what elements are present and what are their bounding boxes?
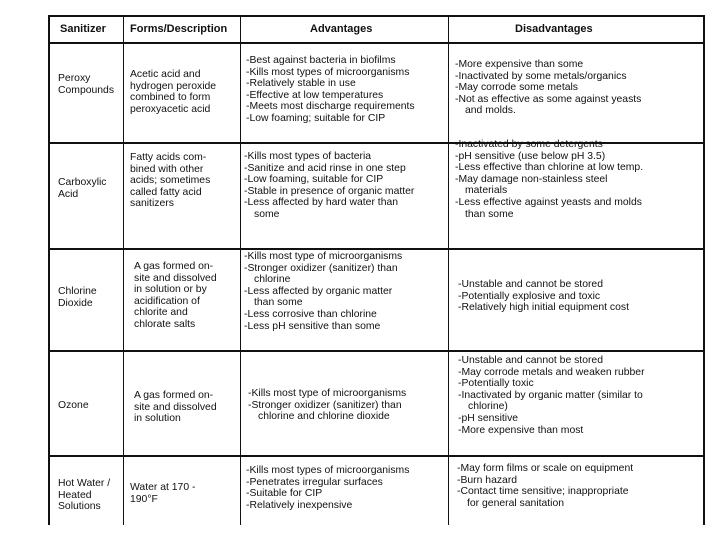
forms-line: combined to form	[130, 92, 211, 104]
forms-line: in solution	[134, 413, 181, 425]
row-chlorine-dioxide-disadvantages	[458, 279, 629, 314]
advantage-line: -Less corrosive than chlorine	[244, 308, 377, 320]
row-ozone-forms	[134, 390, 217, 425]
forms-line: Fatty acids com-	[130, 152, 207, 163]
disadvantage-line: -Inactivated by some metals/organics	[455, 70, 627, 82]
header-forms: Forms/Description	[130, 23, 228, 35]
forms-line: site and dissolved	[134, 401, 217, 413]
advantage-line: -Low foaming; suitable for CIP	[246, 112, 386, 124]
row-carboxylic-advantages	[244, 151, 414, 221]
column-divider	[448, 15, 449, 525]
forms-line: A gas formed on-	[134, 390, 214, 401]
row-hot-water-disadvantages	[457, 463, 633, 509]
forms-line: acids; sometimes	[130, 175, 211, 187]
forms-line: called fatty acid	[130, 186, 202, 198]
disadvantage-line: -Less effective against yeasts and molds	[455, 196, 642, 208]
row-peroxy-forms	[130, 69, 216, 115]
forms-line: peroxyacetic acid	[130, 103, 211, 115]
column-divider	[123, 15, 124, 525]
advantage-line: -Relatively stable in use	[246, 78, 356, 90]
forms-line: site and dissolved	[134, 272, 217, 284]
table-rule	[50, 350, 703, 352]
header-sanitizer: Sanitizer	[60, 23, 106, 35]
disadvantage-line: -More expensive than some	[455, 59, 584, 70]
forms-line: Water at 170 -	[130, 482, 196, 493]
disadvantage-line: -May corrode metals and weaken rubber	[458, 366, 645, 378]
disadvantage-line: -Not as effective as some against yeasts	[455, 93, 642, 105]
disadvantage-line: -pH sensitive (use below pH 3.5)	[455, 150, 606, 162]
advantage-line: -Kills most type of microorganisms	[244, 251, 403, 262]
sanitizer-line: Carboxylic	[58, 177, 107, 188]
advantage-line: -Meets most discharge requirements	[246, 101, 415, 113]
disadvantage-line: -May damage non-stainless steel	[455, 173, 608, 185]
advantage-line: -Kills most types of microorganisms	[246, 465, 410, 476]
advantage-line: -Kills most types of bacteria	[244, 151, 372, 162]
row-carboxylic-forms	[130, 152, 210, 210]
row-hot-water-advantages	[246, 465, 409, 511]
disadvantage-line: -Less effective than chlorine at low temp.	[455, 162, 644, 174]
row-ozone-disadvantages	[458, 355, 645, 436]
sanitizer-line: Solutions	[58, 501, 101, 513]
disadvantage-line: for general sanitation	[467, 497, 565, 509]
sanitizer-line: Chlorine	[58, 286, 97, 297]
advantage-line: -Kills most types of microorganisms	[246, 66, 410, 78]
disadvantage-line: materials	[465, 185, 508, 197]
row-chlorine-dioxide-sanitizer	[58, 286, 97, 309]
row-carboxylic-sanitizer	[58, 177, 107, 200]
table-rule	[50, 15, 703, 17]
advantage-line: -Sanitize and acid rinse in one step	[244, 162, 406, 174]
row-carboxylic-disadvantages	[455, 139, 643, 220]
disadvantage-line: -Potentially toxic	[458, 378, 534, 390]
forms-line: hydrogen peroxide	[130, 80, 217, 92]
row-peroxy-sanitizer	[58, 73, 114, 96]
row-ozone-sanitizer	[58, 400, 89, 412]
advantage-line: chlorine	[254, 274, 291, 286]
sanitizer-line: Heated	[58, 489, 92, 501]
forms-line: Acetic acid and	[130, 69, 201, 80]
advantage-line: -Relatively inexpensive	[246, 499, 353, 511]
disadvantage-line: -Unstable and cannot be stored	[458, 279, 603, 290]
disadvantage-line: -Contact time sensitive; inappropriate	[457, 486, 629, 498]
advantage-line: -Stable in presence of organic matter	[244, 185, 415, 197]
advantage-line: some	[254, 208, 280, 220]
disadvantage-line: -Unstable and cannot be stored	[458, 355, 603, 366]
sanitizer-line: Hot Water /	[58, 478, 111, 489]
sanitizer-line: Peroxy	[58, 73, 91, 84]
row-peroxy-advantages	[246, 55, 415, 125]
row-chlorine-dioxide-forms	[134, 261, 217, 331]
sanitizer-line: Acid	[58, 188, 79, 200]
row-ozone-advantages	[248, 388, 406, 423]
table-rule	[50, 455, 703, 457]
advantage-line: -Effective at low temperatures	[246, 89, 384, 101]
row-hot-water-forms	[130, 482, 195, 505]
sanitizer-line: Compounds	[58, 84, 115, 96]
disadvantage-line: -Burn hazard	[457, 474, 518, 486]
forms-line: A gas formed on-	[134, 261, 214, 272]
disadvantage-line: -Potentially explosive and toxic	[458, 290, 601, 302]
sanitizer-comparison-table	[48, 15, 705, 525]
disadvantage-line: and molds.	[465, 105, 516, 117]
disadvantage-line: -May form films or scale on equipment	[457, 463, 634, 474]
table-rule	[50, 248, 703, 250]
advantage-line: -Kills most type of microorganisms	[248, 388, 407, 399]
disadvantage-line: -Relatively high initial equipment cost	[458, 302, 629, 314]
forms-line: in solution or by	[134, 284, 207, 296]
advantage-line: -Penetrates irregular surfaces	[246, 476, 383, 488]
advantage-line: -Less affected by hard water than	[244, 197, 399, 209]
advantage-line: -Stronger oxidizer (sanitizer) than	[248, 399, 402, 411]
advantage-line: than some	[254, 297, 303, 309]
column-divider	[240, 15, 241, 525]
disadvantage-line: than some	[465, 208, 514, 220]
forms-line: acidification of	[134, 295, 200, 307]
disadvantage-line: -Inactivated by some detergents	[455, 139, 603, 150]
header-disadvantages: Disadvantages	[515, 23, 593, 35]
row-hot-water-sanitizer	[58, 478, 110, 513]
row-chlorine-dioxide-advantages	[244, 251, 402, 332]
header-advantages: Advantages	[310, 23, 373, 35]
disadvantage-line: -pH sensitive	[458, 412, 519, 424]
table-rule	[50, 42, 703, 44]
advantage-line: chlorine and chlorine dioxide	[258, 411, 390, 423]
advantage-line: -Low foaming, suitable for CIP	[244, 174, 384, 186]
advantage-line: -Less pH sensitive than some	[244, 320, 381, 332]
forms-line: 190°F	[130, 493, 158, 505]
forms-line: chlorite and	[134, 307, 188, 319]
advantage-line: -Best against bacteria in biofilms	[246, 55, 396, 66]
forms-line: bined with other	[130, 163, 204, 175]
row-peroxy-disadvantages	[455, 59, 641, 117]
disadvantage-line: -More expensive than most	[458, 424, 584, 436]
forms-line: sanitizers	[130, 198, 174, 210]
sanitizer-line: Dioxide	[58, 297, 93, 309]
forms-line: chlorate salts	[134, 318, 196, 330]
disadvantage-line: chlorine)	[468, 401, 508, 413]
advantage-line: -Suitable for CIP	[246, 488, 323, 500]
sanitizer-line: Ozone	[58, 400, 89, 411]
disadvantage-line: -May corrode some metals	[455, 82, 578, 94]
advantage-line: -Less affected by organic matter	[244, 285, 393, 297]
advantage-line: -Stronger oxidizer (sanitizer) than	[244, 262, 398, 274]
disadvantage-line: -Inactivated by organic matter (similar to	[458, 389, 643, 401]
